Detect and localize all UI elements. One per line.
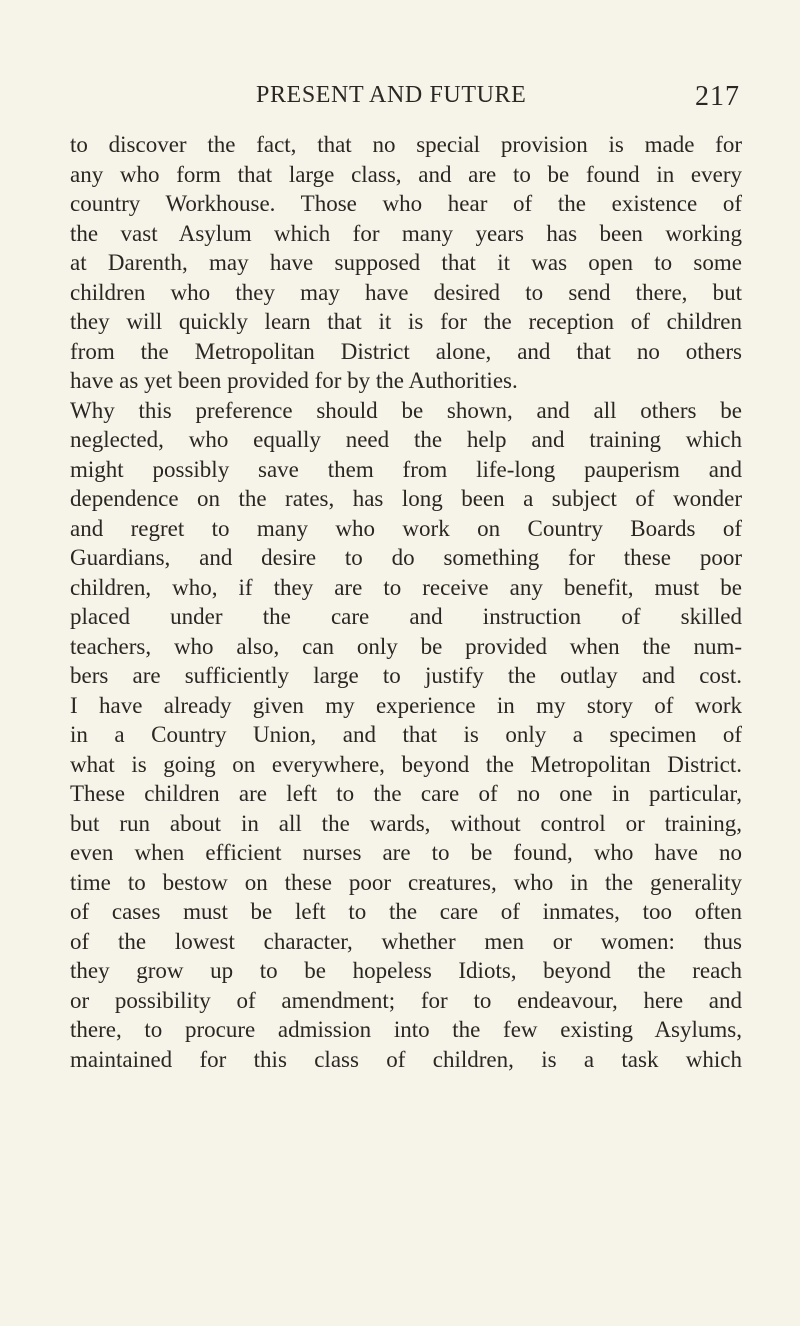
text-line: teachers, who also, can only be provided when the num-: [70, 633, 742, 659]
text-line: country Workhouse. Those who hear of the existence of: [70, 191, 742, 216]
text-line: any who form that large class, and are to be found in every: [70, 161, 742, 187]
text-line: placed under the care and instruction of skilled: [70, 604, 742, 629]
body-text: [70, 130, 742, 1074]
text-line: at Darenth, may have supposed that it was open to some: [70, 250, 742, 275]
page-number: 217: [695, 81, 740, 112]
text-line: there, to procure admission into the few existing Asylums,: [70, 1017, 742, 1042]
text-line: and regret to many who work on Country Boards of: [70, 515, 742, 541]
text-line: dependence on the rates, has long been a subject of wonder: [70, 486, 742, 511]
text-line: children who they may have desired to send there, but: [70, 279, 742, 305]
text-line: bers are sufficiently large to justify the outlay and cost.: [70, 663, 742, 688]
text-line: in a Country Union, and that is only a specimen of: [70, 722, 742, 747]
text-line: time to bestow on these poor creatures, who in the generality: [70, 869, 742, 895]
text-line: maintained for this class of children, is a task which: [70, 1046, 742, 1072]
running-head: [70, 82, 740, 112]
text-line: of cases must be left to the care of inmates, too often: [70, 899, 742, 924]
text-line: have as yet been provided for by the Authorities.: [70, 368, 518, 393]
text-line: or possibility of amendment; for to endeavour, here and: [70, 987, 742, 1013]
running-head-title: PRESENT AND FUTURE: [256, 82, 527, 108]
text-line: I have already given my experience in my story of work: [70, 692, 742, 718]
text-line: might possibly save them from life-long pauperism and: [70, 456, 742, 482]
text-line: from the Metropolitan District alone, and that no others: [70, 338, 742, 364]
text-line: to discover the fact, that no special provision is made for: [70, 132, 742, 157]
text-line: they will quickly learn that it is for the reception of children: [70, 309, 742, 334]
text-line: children, who, if they are to receive any benefit, must be: [70, 574, 742, 600]
text-line: neglected, who equally need the help and training which: [70, 427, 742, 452]
text-line: what is going on everywhere, beyond the Metropolitan District.: [70, 751, 742, 777]
text-line: the vast Asylum which for many years has been working: [70, 220, 742, 246]
text-line: they grow up to be hopeless Idiots, beyond the reach: [70, 958, 742, 983]
text-line: Why this preference should be shown, and all others be: [70, 397, 742, 423]
text-line: Guardians, and desire to do something for these poor: [70, 545, 742, 570]
text-line: but run about in all the wards, without control or training,: [70, 810, 742, 836]
text-line: of the lowest character, whether men or women: thus: [70, 928, 742, 954]
text-line: even when efficient nurses are to be found, who have no: [70, 840, 742, 865]
text-line: These children are left to the care of no one in particular,: [70, 781, 742, 806]
